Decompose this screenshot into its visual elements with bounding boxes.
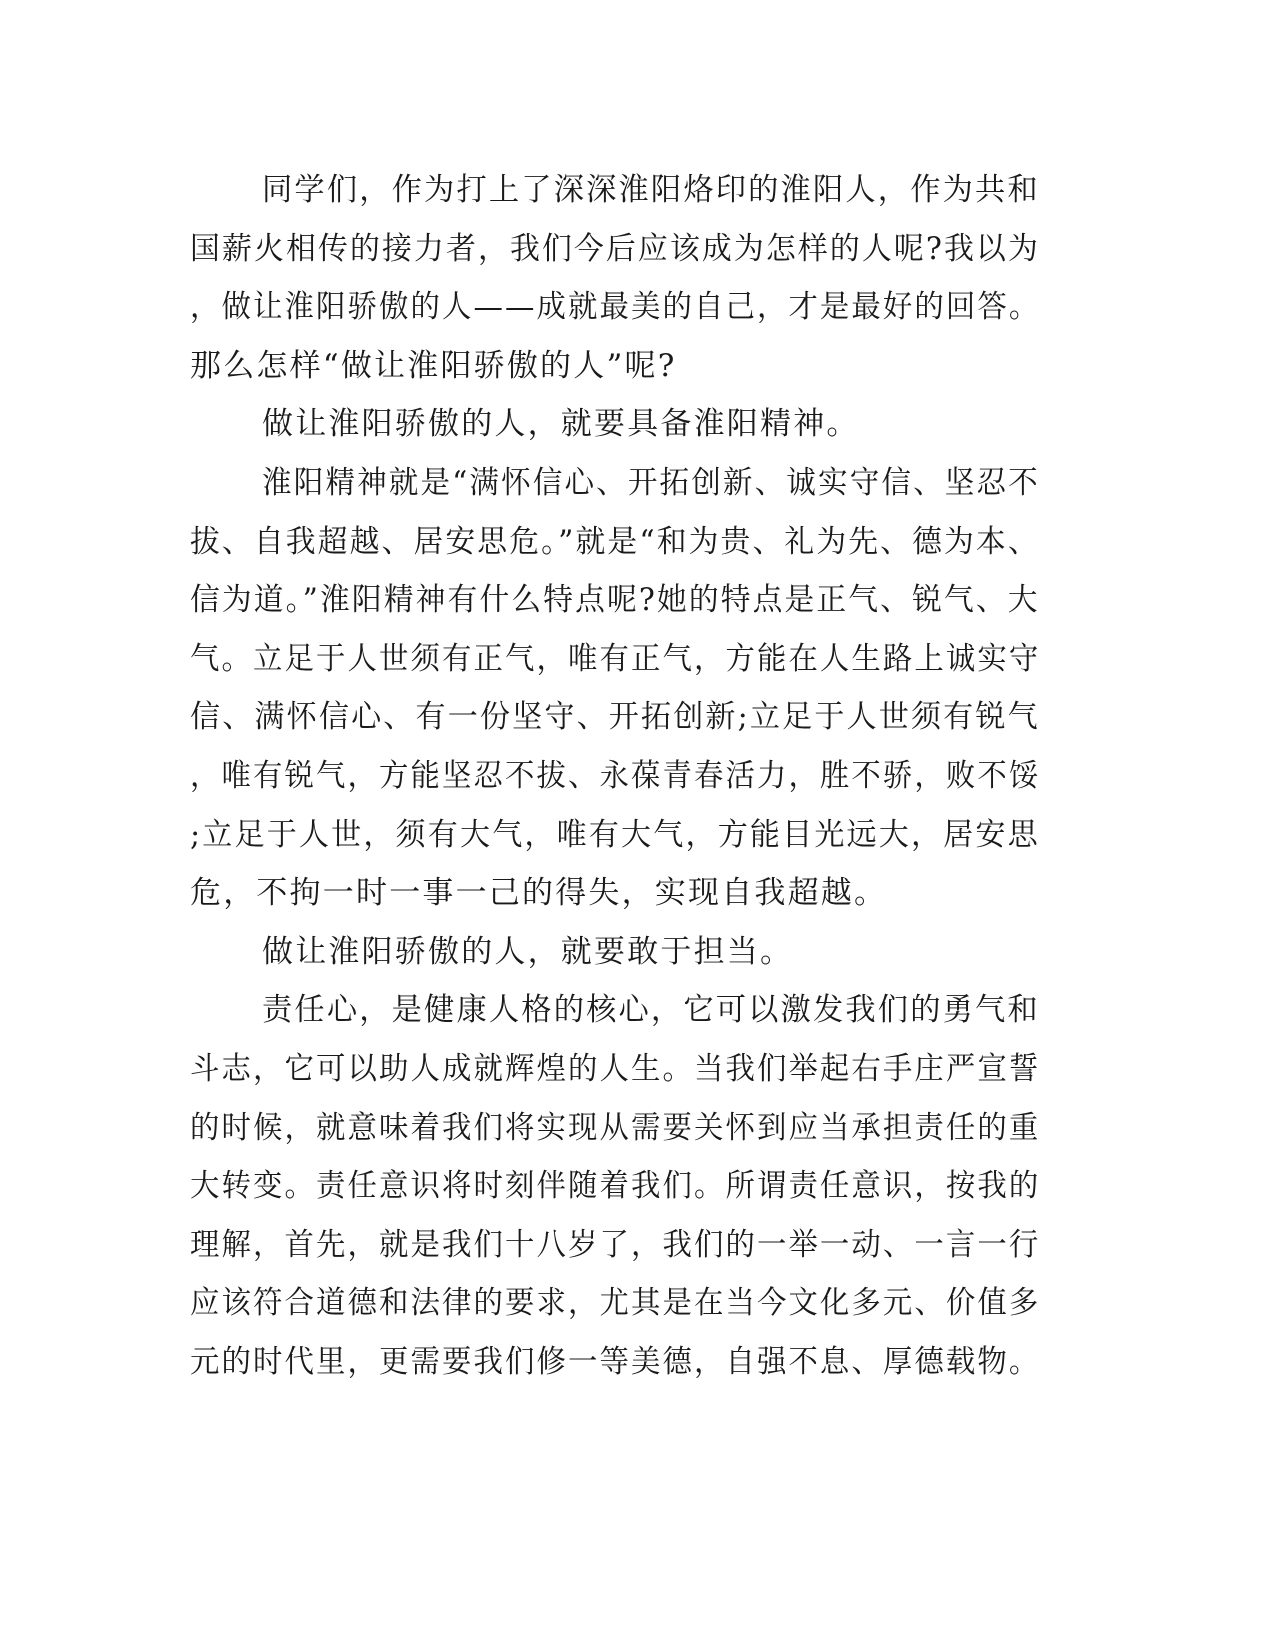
text-line: 元的时代里，更需要我们修一等美德，自强不息、厚德载物。 [190, 1344, 1041, 1380]
text-line: 国薪火相传的接力者，我们今后应该成为怎样的人呢?我以为 [190, 230, 1041, 267]
text-line: 信、满怀信心、有一份坚守、开拓创新;立足于人世须有锐气 [190, 699, 1040, 736]
text-line: 责任心，是健康人格的核心，它可以激发我们的勇气和 [262, 992, 1040, 1029]
text-line: 做让淮阳骄傲的人，就要敢于担当。 [262, 933, 794, 970]
text-line: 气。立足于人世须有正气，唯有正气，方能在人生路上诚实守 [190, 640, 1041, 677]
text-line: ，唯有锐气，方能坚忍不拔、永葆青春活力，胜不骄，败不馁 [190, 758, 1041, 794]
text-line: 应该符合道德和法律的要求，尤其是在当今文化多元、价值多 [190, 1285, 1041, 1322]
text-line: 理解，首先，就是我们十八岁了，我们的一举一动、一言一行 [190, 1226, 1041, 1263]
text-line: 的时候，就意味着我们将实现从需要关怀到应当承担责任的重 [190, 1109, 1041, 1146]
text-line: 危，不拘一时一事一己的得失，实现自我超越。 [190, 875, 888, 912]
text-line: 大转变。责任意识将时刻伴随着我们。所谓责任意识，按我的 [190, 1168, 1041, 1205]
text-line: ;立足于人世，须有大气，唯有大气，方能目光远大，居安思 [190, 816, 1040, 853]
text-line: ，做让淮阳骄傲的人——成就最美的自己，才是最好的回答。 [190, 289, 1041, 326]
text-line: 做让淮阳骄傲的人，就要具备淮阳精神。 [262, 406, 860, 443]
text-line: 信为道。”淮阳精神有什么特点呢?她的特点是正气、锐气、大 [190, 582, 1040, 619]
text-line: 淮阳精神就是“满怀信心、开拓创新、诚实守信、坚忍不 [262, 465, 1040, 501]
text-line: 斗志，它可以助人成就辉煌的人生。当我们举起右手庄严宣誓 [190, 1051, 1041, 1087]
text-line: 同学们，作为打上了深深淮阳烙印的淮阳人，作为共和 [262, 172, 1040, 208]
text-line: 那么怎样“做让淮阳骄傲的人”呢? [190, 347, 677, 384]
text-line: 拔、自我超越、居安思危。”就是“和为贵、礼为先、德为本、 [190, 523, 1040, 560]
